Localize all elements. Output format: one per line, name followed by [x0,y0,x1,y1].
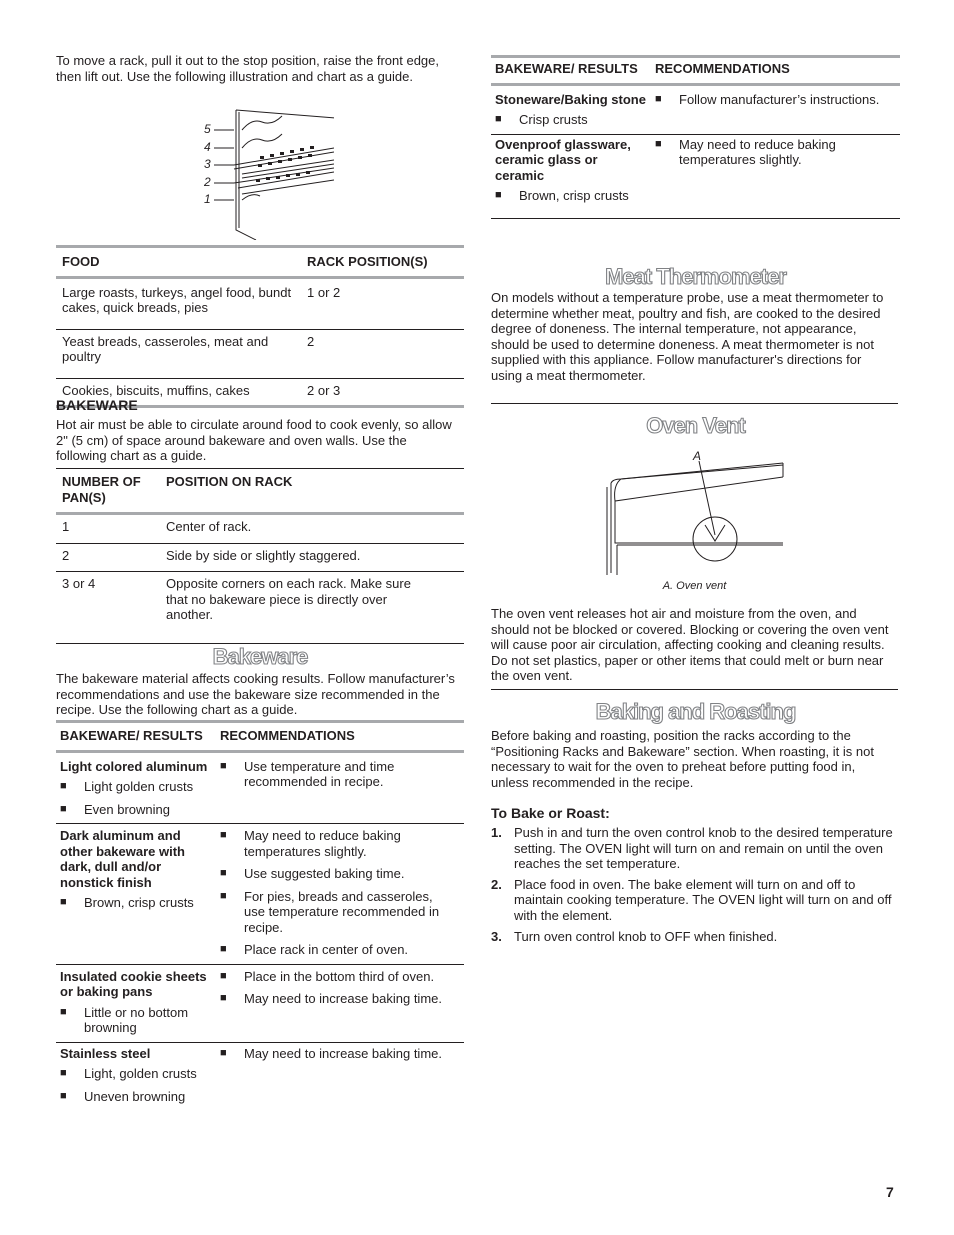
divider [491,403,898,404]
result-item: ■ Brown, crisp crusts [60,895,214,911]
oven-vent-illustration [597,447,797,579]
oven-vent-title: Oven Vent [646,413,745,438]
vent-icon [597,447,797,579]
rack-position-labels [204,121,211,209]
meat-thermometer-title: Meat Thermometer [605,264,786,289]
divider [491,689,898,690]
result-item: ■ Little or no bottom browning [60,1005,214,1036]
pan-count-cell: 1 [62,519,70,534]
food-cell: Cookies, biscuits, muffins, cakes [62,382,250,398]
rack-label: 1 [204,192,211,206]
rack-cell: 1 or 2 [307,284,341,300]
table-row [56,824,464,965]
table-row [56,514,464,544]
baking-roasting-title: Baking and Roasting [595,699,796,724]
step-number: 2. [491,876,502,892]
table-row [56,277,464,329]
rack-label: 2 [204,174,211,189]
table-row [56,964,464,1042]
step-item [491,825,895,872]
recommendation-item: ■ Use suggested baking time. [220,866,456,882]
recommendation-item: ■ May need to reduce baking temperatures slightly. [220,828,456,859]
step-text: Turn oven control knob to OFF when finished. [514,929,778,944]
bakeware-name: Dark aluminum and other bakeware with dark, dull and/or nonstick finish [60,828,185,890]
result-item: ■ Even browning [60,802,214,818]
step-number: 1. [491,825,502,840]
bakeware-name: Stainless steel [60,1045,151,1061]
result-item: ■ Light, golden crusts [60,1066,214,1082]
pan-count-cell: 2 [62,547,70,563]
step-number: 3. [491,929,502,944]
rack-cell: 2 or 3 [307,382,341,398]
rack-illustration [204,108,334,240]
recommendation-item: ■ Place rack in center of oven. [220,942,456,958]
table-header: NUMBER OF PAN(S) [62,474,141,505]
table-header: RACK POSITION(S) [307,254,428,269]
food-cell: Large roasts, turkeys, angel food, bundt cakes, quick breads, pies [62,284,292,315]
recommendation-item: ■ For pies, breads and casseroles, use temperature recommended in recipe. [220,889,456,936]
pan-count-cell: 3 or 4 [62,576,96,591]
step-item [491,929,895,945]
table-header: POSITION ON RACK [166,474,293,489]
result-item: ■ Brown, crisp crusts [495,188,649,204]
bakeware-name: Ovenproof glassware, ceramic glass or ceramic [495,136,631,183]
rack-label: 4 [204,139,211,154]
bake-roast-steps [491,825,895,945]
vent-figure-label: A [693,449,702,463]
table-header: RECOMMENDATIONS [220,728,355,743]
vent-caption: A. Oven vent [662,580,727,592]
meat-thermometer-text: On models without a temperature probe, use a meat thermometer to determine whether meat, poultry and fish, are cooked to the desired degree of doneness. The internal temperature, not appearance, should be used to determine doneness. A meat thermometer is not supplied with this appliance. Follow manufacturer's directions for using a meat thermometer. [491,290,884,383]
bakeware-sub-text: Hot air must be able to circulate around food to cook evenly, so allow 2" (5 cm) of space around bakeware and oven walls. Use the following chart as a guide. [56,417,452,463]
table-row [56,751,464,824]
result-item: ■ Uneven browning [60,1089,214,1105]
pan-position-cell: Opposite corners on each rack. Make sure that no bakeware piece is directly over another. [166,576,411,622]
oven-vent-text: The oven vent releases hot air and moisture from the oven, and should not be blocked or covered. Blocking or covering the oven vent will cause poor air circulation, affecting cooking and cleaning results. Do not set plastics, paper or other items that could melt or burn near the oven vent. [491,606,889,683]
result-item: ■ Light golden crusts [60,779,214,795]
bake-roast-subheading: To Bake or Roast: [491,805,610,821]
rack-intro: To move a rack, pull it out to the stop position, raise the front edge, then lift out. Use the following illustration and chart as a guide. [56,53,439,84]
rack-oven-icon [212,108,334,240]
recommendation-item: ■ Use temperature and time recommended in recipe. [220,759,456,790]
table-header: BAKEWARE/ RESULTS [60,728,203,743]
result-item: ■ Crisp crusts [495,112,649,128]
recommendation-item: ■ Follow manufacturer’s instructions. [655,92,894,108]
pan-position-table [56,468,464,644]
rack-label: 3 [204,157,211,171]
table-row [56,572,464,644]
recommendation-item: ■ May need to reduce baking temperatures slightly. [655,137,894,168]
bakeware-subheading: BAKEWARE [56,397,138,413]
pan-position-cell: Side by side or slightly staggered. [166,547,361,563]
table-header: FOOD [62,254,100,269]
table-row [491,84,900,134]
baking-roasting-text: Before baking and roasting, position the racks according to the “Positioning Racks and Bakeware” section. When roasting, it is not necessary to wait for the oven to preheat before putting food in, unless recommended in the recipe. [491,728,874,790]
page-number: 7 [886,1184,894,1200]
step-item [491,877,895,924]
table-row [56,543,464,572]
bakeware-name: Light colored aluminum [60,758,208,774]
table-header: BAKEWARE/ RESULTS [495,61,638,76]
recommendation-item: ■ May need to increase baking time. [220,991,456,1007]
table-header: RECOMMENDATIONS [655,61,790,76]
table-row [56,329,464,378]
rack-cell: 2 [307,333,315,349]
recommendation-item: ■ Place in the bottom third of oven. [220,969,456,985]
recommendation-item: ■ May need to increase baking time. [220,1046,456,1062]
bakeware-text: The bakeware material affects cooking results. Follow manufacturer’s recommendations and use the bakeware size recommended in the recipe. Use the following chart as a guide. [56,671,455,717]
bakeware-title: Bakeware [212,644,308,669]
pan-position-cell: Center of rack. [166,519,252,534]
bakeware-table [56,720,464,1110]
bakeware-name: Stoneware/Baking stone [495,91,646,107]
step-text: Place food in oven. The bake element will turn on and off to maintain cooking temperature. The OVEN light will turn on and off with the element. [514,876,892,923]
table-row [491,134,900,218]
rack-label: 5 [204,122,211,136]
step-text: Push in and turn the oven control knob to the desired temperature setting. The OVEN light will turn on and remain on until the oven reaches the set temperature. [514,825,893,871]
table-row [56,1042,464,1110]
food-cell: Yeast breads, casseroles, meat and poultry [62,333,269,364]
bakeware-table-continued [491,55,900,219]
bakeware-name: Insulated cookie sheets or baking pans [60,968,207,999]
rack-position-table [56,245,464,408]
